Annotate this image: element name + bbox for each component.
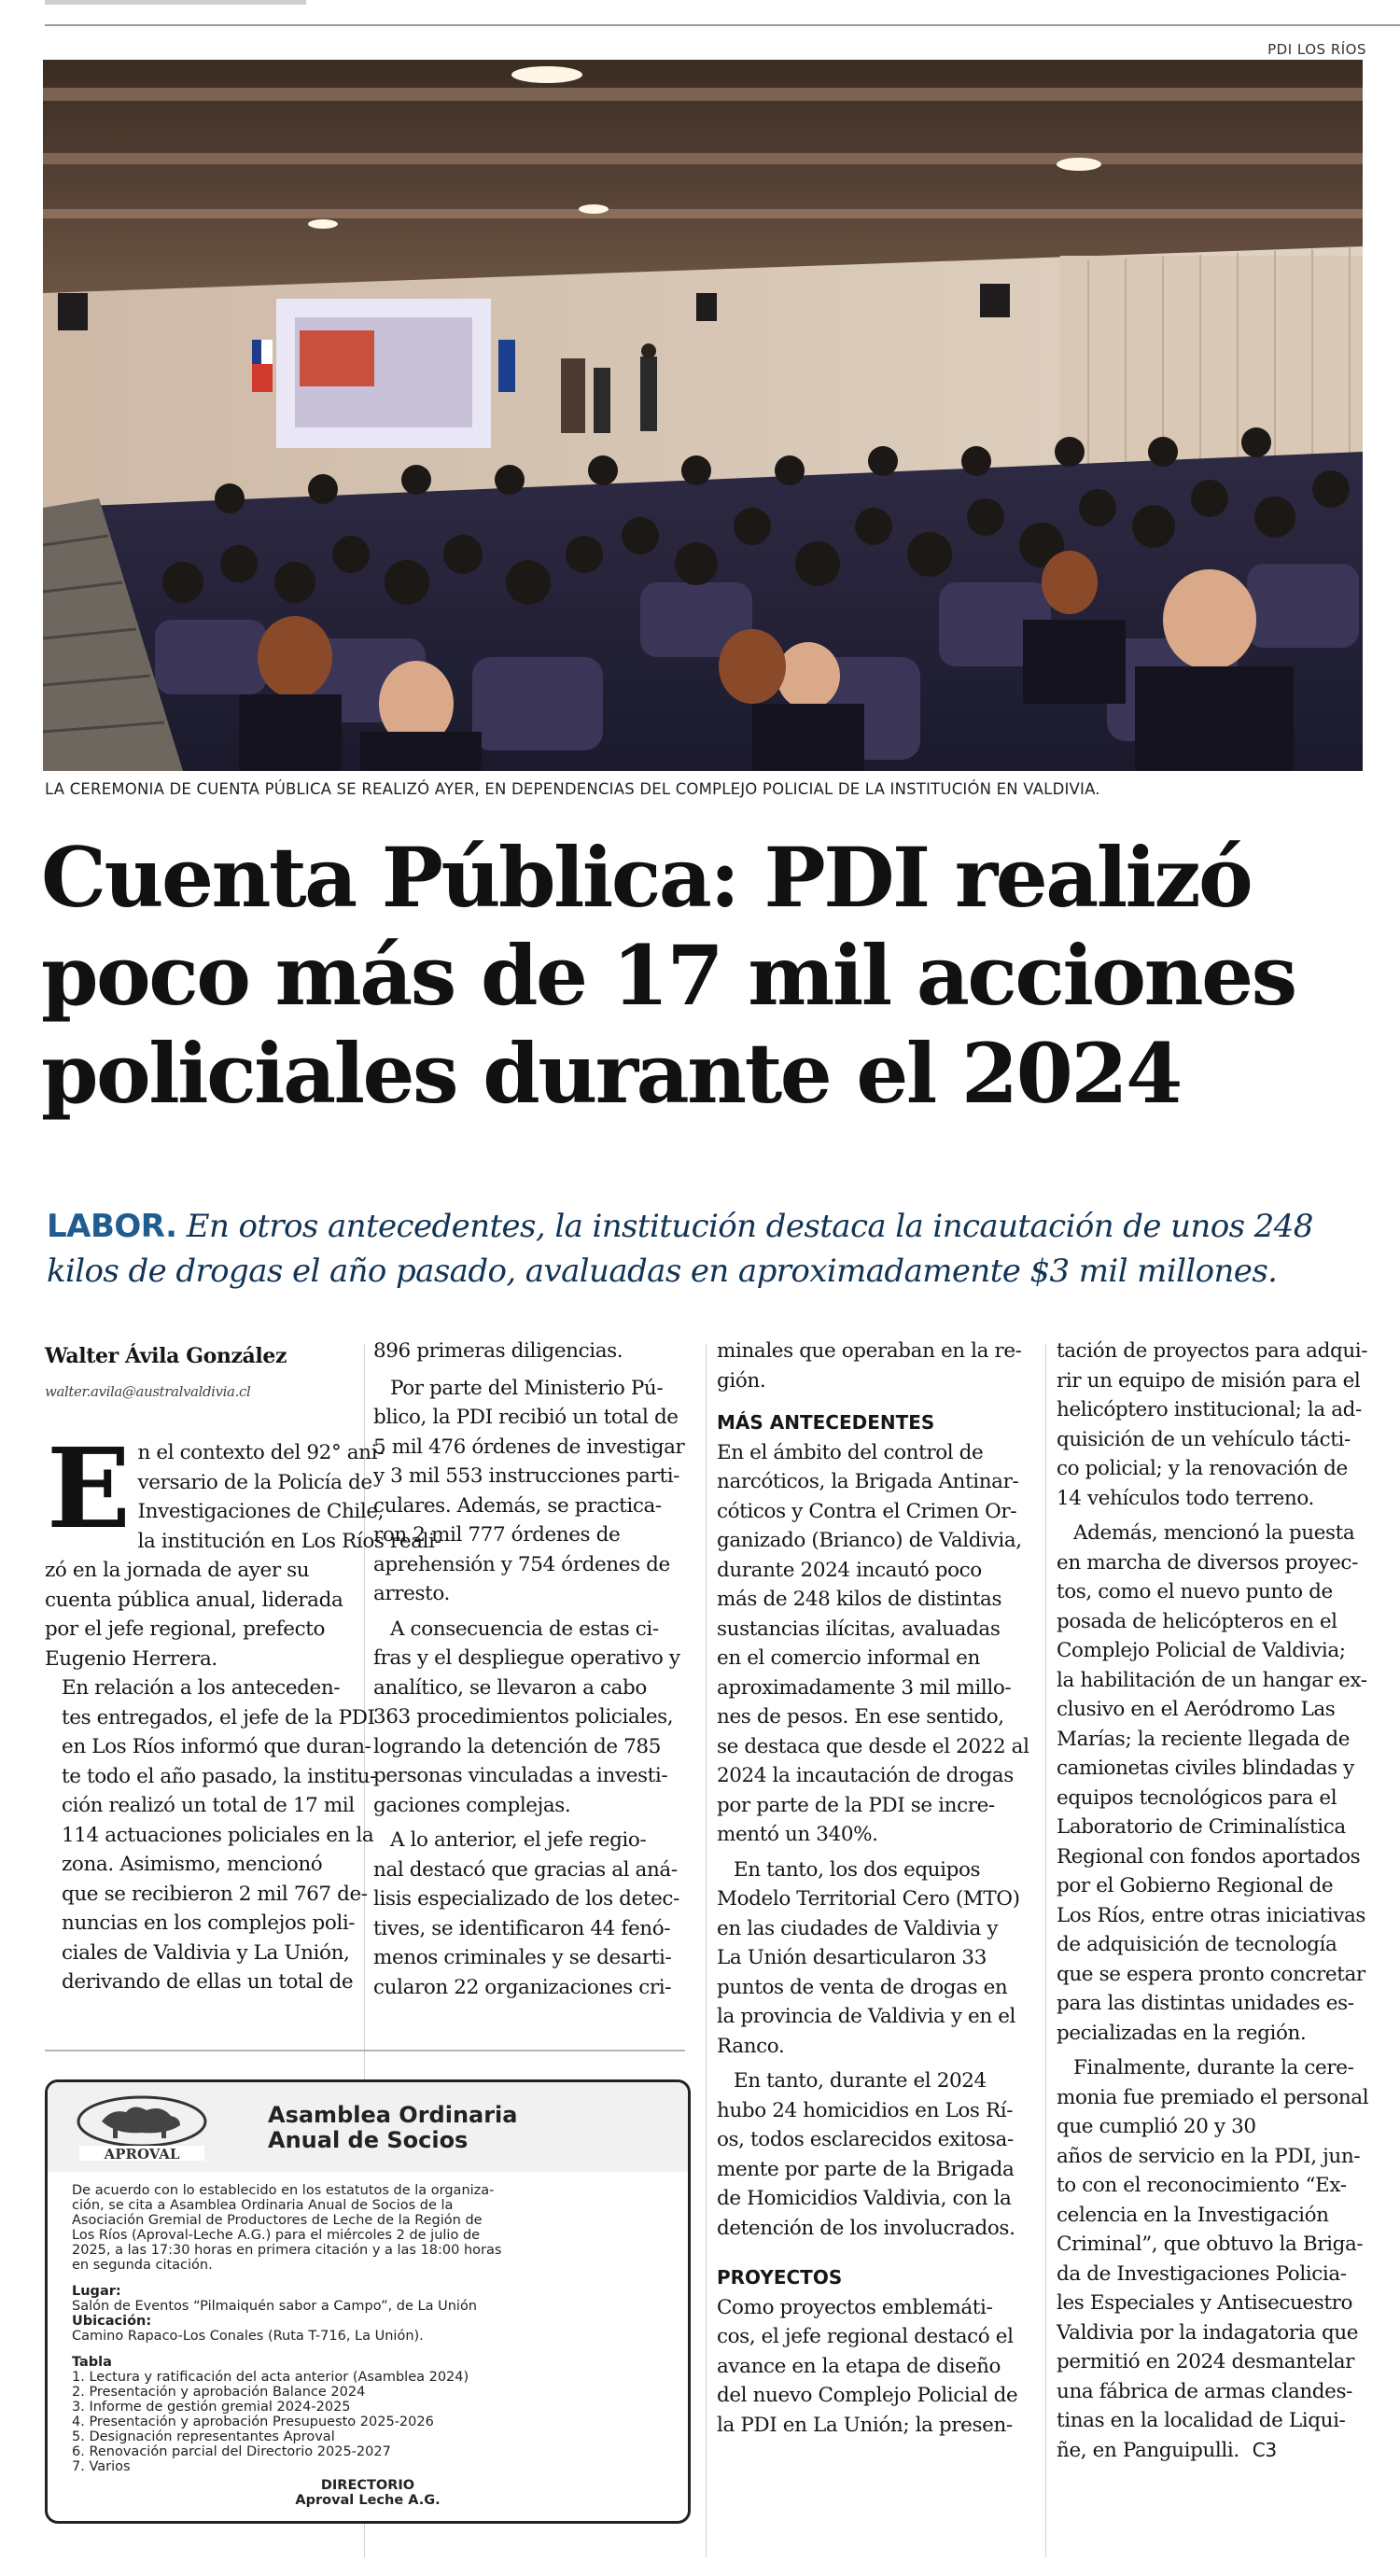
text-line: zó en la jornada de ayer su xyxy=(45,1559,310,1582)
text-line: ción realizó un total de 17 mil xyxy=(62,1794,355,1817)
text-line: de Homicidios Valdivia, con la xyxy=(717,2187,1012,2210)
text-line: Además, mencionó la puesta xyxy=(1073,1521,1355,1545)
section-subhead: PROYECTOS xyxy=(717,2266,843,2289)
text-line: Eugenio Herrera. xyxy=(45,1646,217,1671)
text-line: en las ciudades de Valdivia y xyxy=(717,1916,999,1940)
text-line: lisis especializado de los detec- xyxy=(373,1887,679,1911)
auditorium-photo-illustration xyxy=(43,60,1363,771)
text-line: que se recibieron 2 mil 767 de- xyxy=(62,1882,368,1906)
author-name: Walter Ávila González xyxy=(45,1344,287,1368)
text-line: por parte de la PDI se incre- xyxy=(717,1793,995,1817)
paragraph xyxy=(717,1855,1034,2062)
text-line: Investigaciones de Chile, xyxy=(137,1500,385,1523)
text-line: versario de la Policía de xyxy=(137,1470,372,1494)
headline-line: Cuenta Pública: PDI realizó xyxy=(41,829,1252,926)
text-line: Criminal”, que obtuvo la Briga- xyxy=(1057,2233,1364,2256)
text-line: por el Gobierno Regional de xyxy=(1057,1874,1334,1897)
text-line: aprehensión y 754 órdenes de xyxy=(373,1552,670,1576)
paragraph xyxy=(1057,1337,1383,1513)
text-line: celencia en la Investigación xyxy=(1057,2203,1329,2227)
text-line: sustancias ilícitas, avaluadas xyxy=(717,1617,1001,1641)
drop-cap: E xyxy=(47,1423,131,1553)
text-line: de adquisición de tecnología xyxy=(1057,1933,1337,1956)
ad-footer-line: Aproval Leche A.G. xyxy=(295,2493,441,2508)
text-line: blico, la PDI recibió un total de xyxy=(373,1406,679,1429)
text-line: to con el reconocimiento “Ex- xyxy=(1057,2174,1347,2197)
text-line: Marías; la reciente llegada de xyxy=(1057,1727,1351,1751)
text-line: hubo 24 homicidios en Los Rí- xyxy=(717,2098,1014,2122)
text-line: que se espera pronto concretar xyxy=(1057,1962,1365,1986)
ad-line: 2025, a las 17:30 horas en primera citación y a las 18:00 horas xyxy=(72,2243,502,2258)
text-line: 14 vehículos todo terreno. xyxy=(1057,1486,1314,1510)
text-line: narcóticos, la Brigada Antinar- xyxy=(717,1470,1019,1493)
text-line: Los Ríos, entre otras iniciativas xyxy=(1057,1903,1366,1927)
headline-line: policiales durante el 2024 xyxy=(41,1025,1181,1122)
text-line: años de servicio en la PDI, jun- xyxy=(1057,2144,1361,2168)
text-line: tos, como el nuevo punto de xyxy=(1057,1580,1333,1603)
text-line: logrando la detención de 785 xyxy=(373,1734,661,1758)
text-line: te todo el año pasado, la institu- xyxy=(62,1764,376,1788)
text-line: Finalmente, durante la cere- xyxy=(1073,2056,1354,2079)
ad-line: Los Ríos (Aproval-Leche A.G.) para el miércoles 2 de julio de xyxy=(72,2228,481,2243)
article-column-3 xyxy=(717,1337,1034,2440)
ad-ubicacion-label: Ubicación: xyxy=(72,2314,152,2329)
ad-line: en segunda citación. xyxy=(72,2258,213,2273)
text-line: posada de helicópteros en el xyxy=(1057,1609,1337,1633)
paragraph xyxy=(717,1438,1034,1850)
photo-credit: PDI LOS RÍOS xyxy=(1267,41,1366,58)
page-top-line xyxy=(45,24,1400,26)
text-line: tes entregados, el jefe de la PDI xyxy=(62,1705,375,1729)
paragraph xyxy=(717,1337,1034,1395)
text-line: cos, el jefe regional destacó el xyxy=(717,2325,1014,2348)
article-photo xyxy=(43,60,1363,771)
paragraph xyxy=(373,1615,691,1821)
text-line: gión. xyxy=(717,1368,766,1393)
text-line: ron 2 mil 777 órdenes de xyxy=(373,1523,621,1547)
section-subhead: MÁS ANTECEDENTES xyxy=(717,1411,935,1434)
paragraph xyxy=(1057,2053,1383,2465)
text-line: En relación a los anteceden- xyxy=(62,1676,341,1700)
lead-line: kilos de drogas el año pasado, avaluadas en aproximadamente $3 mil millones. xyxy=(47,1253,1278,1290)
text-line: quisición de un vehículo tácti- xyxy=(1057,1427,1351,1451)
lead-text: En otros antecedentes, la institución destaca la incautación de unos 248 xyxy=(176,1208,1313,1245)
text-line: Por parte del Ministerio Pú- xyxy=(390,1376,664,1400)
ad-lugar: Salón de Eventos “Pilmaiquén sabor a Campo”, de La Unión xyxy=(72,2299,478,2314)
text-line: culares. Además, se practica- xyxy=(373,1493,662,1518)
ad-tabla-item: 2. Presentación y aprobación Balance 2024 xyxy=(72,2385,366,2400)
text-line: mente por parte de la Brigada xyxy=(717,2157,1015,2181)
text-line: tinas en la localidad de Liqui- xyxy=(1057,2409,1346,2432)
article-column-4 xyxy=(1057,1337,1383,2465)
paragraph xyxy=(373,1374,691,1609)
text-line: la provincia de Valdivia y en el xyxy=(717,2005,1016,2028)
ad-header xyxy=(48,2082,688,2172)
column-rule xyxy=(706,1344,707,2557)
text-line: del nuevo Complejo Policial de xyxy=(717,2384,1018,2407)
text-line: y 3 mil 553 instrucciones parti- xyxy=(373,1464,680,1488)
text-line: Modelo Territorial Cero (MTO) xyxy=(717,1887,1020,1911)
column-rule xyxy=(1045,1344,1046,2557)
text-line: se destaca que desde el 2022 al xyxy=(717,1734,1029,1758)
text-line: monia fue premiado el personal xyxy=(1057,2085,1369,2109)
ad-tabla-item: 1. Lectura y ratificación del acta anterior (Asamblea 2024) xyxy=(72,2370,469,2385)
aproval-logo-icon xyxy=(72,2093,212,2163)
text-line: una fábrica de armas clandes- xyxy=(1057,2379,1352,2403)
text-line: tación de proyectos para adqui- xyxy=(1057,1339,1368,1363)
article-column-2 xyxy=(373,1337,691,2002)
text-line: cularon 22 organizaciones cri- xyxy=(373,1975,672,1999)
text-line: menos criminales y se desarti- xyxy=(373,1946,672,1969)
ad-title xyxy=(268,2103,517,2153)
paragraph xyxy=(717,2066,1034,2243)
text-line: arresto. xyxy=(373,1582,450,1605)
photo-caption: LA CEREMONIA DE CUENTA PÚBLICA SE REALIZÓ AYER, EN DEPENDENCIAS DEL COMPLEJO POLICIAL DE LA INSTITUCIÓN EN VALDIVIA. xyxy=(45,780,1100,798)
ad-tabla-item: 5. Designación representantes Aproval xyxy=(72,2429,335,2444)
ad-line xyxy=(72,2314,665,2329)
text-line: la institución en Los Ríos reali- xyxy=(137,1529,441,1553)
text-line: analítico, se llevaron a cabo xyxy=(373,1675,647,1700)
headline-line: poco más de 17 mil acciones xyxy=(41,927,1295,1024)
text-line: clusivo en el Aeródromo Las xyxy=(1057,1698,1336,1721)
text-line: rir un equipo de misión para el xyxy=(1057,1368,1361,1393)
ad-line xyxy=(72,2284,665,2299)
article-lead xyxy=(47,1204,1372,1294)
text-line: En el ámbito del control de xyxy=(717,1440,984,1464)
text-line: la PDI en La Unión; la presen- xyxy=(717,2413,1013,2437)
end-mark-icon: C3 xyxy=(1252,2438,1277,2461)
ad-title-line: Anual de Socios xyxy=(268,2127,469,2153)
text-line: permitió en 2024 desmantelar xyxy=(1057,2350,1354,2373)
text-line: En tanto, durante el 2024 xyxy=(734,2069,987,2093)
ad-footer xyxy=(48,2478,688,2508)
text-line: personas vinculadas a investi- xyxy=(373,1764,668,1787)
text-line: ganizado (Brianco) de Valdivia, xyxy=(717,1529,1022,1552)
aproval-notice-ad xyxy=(45,2079,691,2524)
ad-lugar-label: Lugar: xyxy=(72,2284,121,2299)
text-line: camionetas civiles blindadas y xyxy=(1057,1757,1354,1780)
text-line: cuenta pública anual, liderada xyxy=(45,1588,343,1612)
top-rule xyxy=(45,0,306,5)
text-line: mentó un 340%. xyxy=(717,1823,878,1846)
ad-line xyxy=(72,2355,665,2370)
text-line: avance en la etapa de diseño xyxy=(717,2354,1001,2378)
article-headline xyxy=(41,829,1366,1123)
text-line: en Los Ríos informó que duran- xyxy=(62,1735,371,1758)
text-line: derivando de ellas un total de xyxy=(62,1970,354,1994)
ad-tabla-item: 3. Informe de gestión gremial 2024-2025 xyxy=(72,2400,351,2415)
text-line: Valdivia por la indagatoria que xyxy=(1057,2320,1359,2345)
text-line: Ranco. xyxy=(717,2034,785,2058)
text-line: la habilitación de un hangar ex- xyxy=(1057,1668,1367,1692)
text-line: nes de pesos. En ese sentido, xyxy=(717,1705,1004,1729)
text-line: detención de los involucrados. xyxy=(717,2216,1015,2240)
text-line: nal destacó que gracias al aná- xyxy=(373,1857,678,1882)
text-line: da de Investigaciones Policia- xyxy=(1057,2261,1347,2286)
text-line: co policial; y la renovación de xyxy=(1057,1457,1348,1480)
text-line: A consecuencia de estas ci- xyxy=(390,1617,659,1641)
ad-ubicacion: Camino Rapaco-Los Conales (Ruta T-716, La Unión). xyxy=(72,2329,424,2344)
text-line: fras y el despliegue operativo y xyxy=(373,1646,680,1670)
text-line: 5 mil 476 órdenes de investigar xyxy=(373,1435,685,1459)
text-line: cóticos y Contra el Crimen Or- xyxy=(717,1499,1017,1523)
paragraph xyxy=(1057,1519,1383,2048)
author-email[interactable]: walter.avila@australvaldivia.cl xyxy=(45,1382,251,1400)
text-line: nuncias en los complejos poli- xyxy=(62,1911,356,1935)
text-line: 2024 la incautación de drogas xyxy=(717,1764,1014,1787)
ad-tabla-item: 6. Renovación parcial del Directorio 2025-2027 xyxy=(72,2444,391,2459)
ad-logo-text: APROVAL xyxy=(104,2146,180,2163)
text-line: gaciones complejas. xyxy=(373,1793,571,1817)
text-line: para las distintas unidades es- xyxy=(1057,1992,1354,2015)
text-line: 896 primeras diligencias. xyxy=(373,1339,623,1363)
text-line: pecializadas en la región. xyxy=(1057,2021,1307,2045)
ad-separator xyxy=(45,2050,685,2051)
paragraph xyxy=(373,1337,691,1366)
text-line: les Especiales y Antisecuestro xyxy=(1057,2291,1353,2315)
text-line: Regional con fondos aportados xyxy=(1057,1844,1361,1869)
text-line: en el comercio informal en xyxy=(717,1646,980,1670)
text-line: en marcha de diversos proyec- xyxy=(1057,1550,1358,1575)
ad-line: Asociación Gremial de Productores de Leche de la Región de xyxy=(72,2213,483,2228)
text-line: más de 248 kilos de distintas xyxy=(717,1588,1002,1611)
text-line: puntos de venta de drogas en xyxy=(717,1975,1008,1999)
text-line: Laboratorio de Criminalística xyxy=(1057,1815,1346,1839)
text-line: zona. Asimismo, mencionó xyxy=(62,1853,323,1876)
text-line: os, todos esclarecidos exitosa- xyxy=(717,2128,1014,2151)
text-line: 114 actuaciones policiales en la xyxy=(62,1823,374,1847)
ad-tabla-item: 4. Presentación y aprobación Presupuesto 2025-2026 xyxy=(72,2415,434,2429)
lead-label: LABOR. xyxy=(47,1208,177,1245)
text-line: A lo anterior, el jefe regio- xyxy=(390,1828,647,1852)
paragraph xyxy=(717,2293,1034,2441)
text-line: ciales de Valdivia y La Unión, xyxy=(62,1940,350,1965)
text-line: Como proyectos emblemáti- xyxy=(717,2295,993,2319)
ad-line: ción, se cita a Asamblea Ordinaria Anual de Socios de la xyxy=(72,2198,454,2213)
ad-footer-line: DIRECTORIO xyxy=(320,2478,415,2493)
paragraph xyxy=(373,1826,691,2002)
text-line: tives, se identificaron 44 fenó- xyxy=(373,1916,671,1940)
ad-tabla-label: Tabla xyxy=(72,2355,112,2370)
text-line xyxy=(1057,2436,1383,2466)
text-line: equipos tecnológicos para el xyxy=(1057,1785,1337,1810)
text-line: por el jefe regional, prefecto xyxy=(45,1617,326,1641)
text-line: durante 2024 incautó poco xyxy=(717,1558,982,1582)
text-line: 363 procedimientos policiales, xyxy=(373,1705,674,1729)
text-line: minales que operaban en la re- xyxy=(717,1339,1022,1363)
ad-line: De acuerdo con lo establecido en los estatutos de la organiza- xyxy=(72,2183,495,2198)
text-line: La Unión desarticularon 33 xyxy=(717,1946,987,1969)
text-line: aproximadamente 3 mil millo- xyxy=(717,1675,1012,1700)
paragraph xyxy=(45,1673,376,1997)
ad-tabla-item: 7. Varios xyxy=(72,2459,131,2474)
ad-body xyxy=(72,2183,665,2474)
ad-title-line: Asamblea Ordinaria xyxy=(268,2102,518,2128)
text-line: helicóptero institucional; la ad- xyxy=(1057,1398,1362,1421)
lead-line xyxy=(47,1204,1372,1249)
text-line: Complejo Policial de Valdivia; xyxy=(1057,1639,1346,1662)
text-line: n el contexto del 92° ani- xyxy=(137,1441,384,1464)
text-line: En tanto, los dos equipos xyxy=(734,1857,981,1882)
text-line: que cumplió 20 y 30 xyxy=(1057,2115,1256,2138)
text-line-last: ñe, en Panguipulli. xyxy=(1057,2438,1239,2462)
